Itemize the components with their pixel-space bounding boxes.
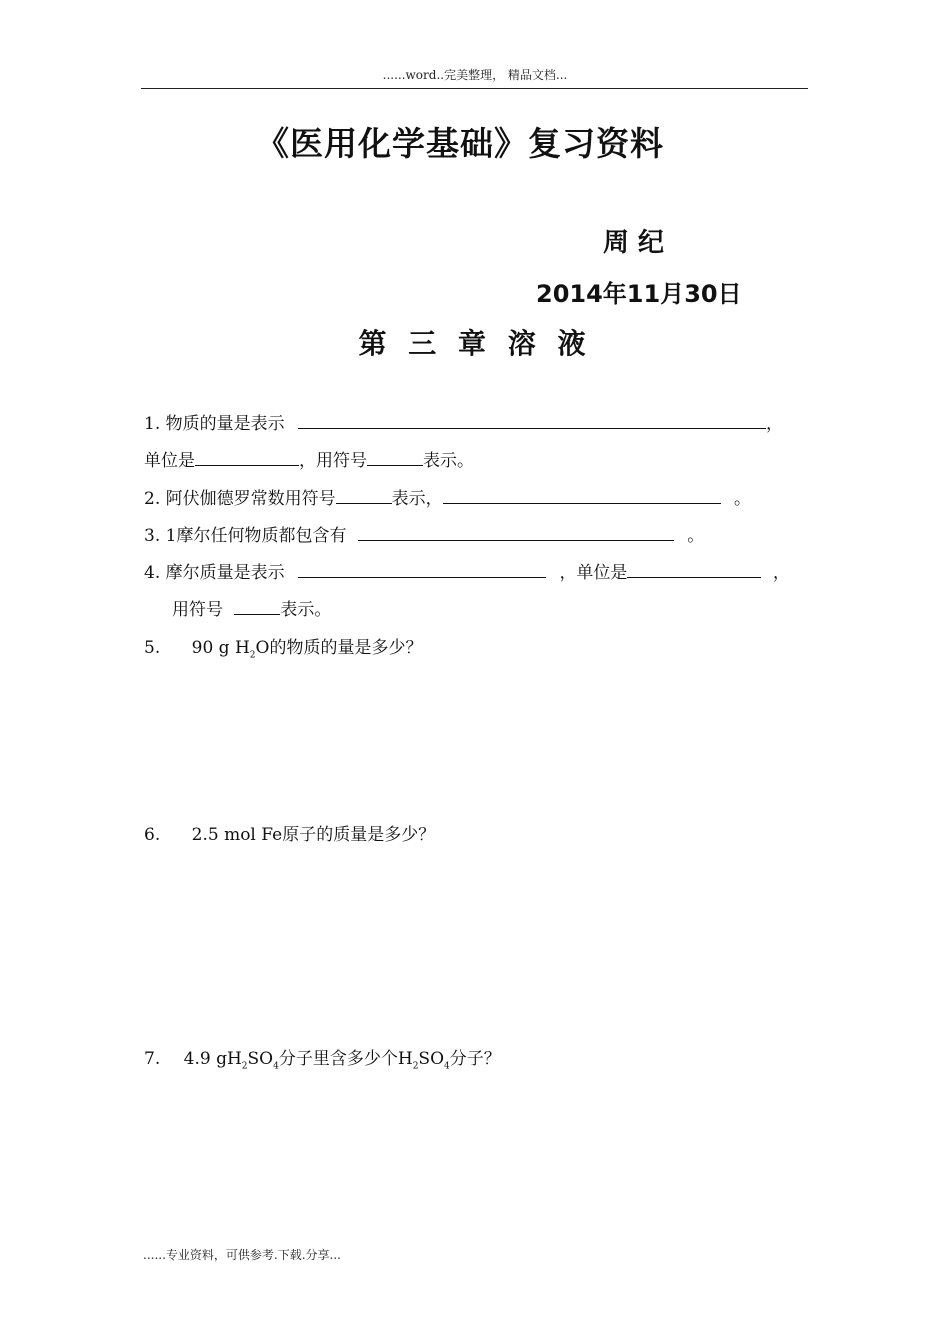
question-1-line-2	[144, 446, 474, 471]
q1-text: 1. 物质的量是表示	[144, 414, 285, 434]
q4-end: 表示。	[280, 600, 332, 620]
question-4-line-2	[172, 595, 331, 620]
chapter-heading: 第 三 章 溶 液	[358, 327, 592, 360]
q4-blank-1	[298, 559, 546, 578]
q7-pre: 4.9 gH	[183, 1049, 242, 1069]
q4-symbol-label: 用符号	[172, 600, 223, 620]
q5-sub: 2	[249, 650, 256, 661]
q1-unit-label: 单位是	[144, 451, 195, 471]
q5-number: 5.	[144, 638, 161, 658]
question-3	[144, 521, 704, 546]
q7-sub-2: 4	[273, 1061, 279, 1072]
document-title: 《医用化学基础》复习资料	[256, 124, 664, 163]
question-7	[144, 1044, 501, 1071]
date: 2014年11月30日	[536, 280, 742, 308]
q4-text: 4. 摩尔质量是表示	[144, 563, 285, 583]
q6-number: 6.	[144, 825, 161, 845]
question-1-line-1	[144, 409, 783, 434]
q3-blank	[358, 522, 674, 541]
question-4-line-1	[144, 558, 790, 583]
question-6	[144, 820, 435, 845]
q1-tail: ，	[766, 414, 784, 434]
q2-text: 2. 阿伏伽德罗常数用符号	[144, 489, 336, 509]
q7-mid: SO	[247, 1049, 274, 1069]
q2-end: 。	[734, 489, 752, 509]
q7-sub-3: 2	[412, 1061, 419, 1072]
q7-sub-1: 2	[241, 1061, 248, 1072]
q5-pre: 90 g H	[191, 638, 250, 658]
q7-mid-3: SO	[418, 1049, 445, 1069]
q1-symbol-label: ，用符号	[299, 451, 367, 471]
author: 周 纪	[603, 228, 665, 258]
q7-sub-4: 4	[444, 1061, 450, 1072]
page-header: ......word..完美整理， 精品文档...	[382, 68, 568, 82]
q7-number: 7.	[144, 1049, 161, 1069]
q7-mid-2: 分子里含多少个H	[278, 1049, 413, 1069]
q4-blank-2	[627, 559, 761, 578]
q7-post: 分子？	[449, 1049, 501, 1069]
q3-text: 3. 1摩尔任何物质都包含有	[144, 526, 347, 546]
page-footer: ......专业资料，可供参考.下载.分享...	[143, 1248, 341, 1262]
q4-tail: ，	[772, 563, 790, 583]
header-rule	[141, 88, 808, 89]
q1-end: 表示。	[423, 451, 474, 471]
q4-blank-3	[234, 596, 280, 615]
q1-blank-1	[298, 410, 766, 429]
q2-mid: 表示，	[391, 489, 443, 509]
question-2	[144, 484, 751, 509]
q5-post: O的物质的量是多少？	[255, 638, 423, 658]
q3-end: 。	[687, 526, 705, 546]
q1-blank-3	[367, 447, 423, 466]
q6-text: 2.5 mol Fe原子的质量是多少？	[191, 825, 436, 845]
question-5	[144, 633, 422, 660]
q2-blank-2	[443, 485, 721, 504]
q4-unit-label: ，单位是	[559, 563, 628, 583]
q2-blank-1	[336, 485, 392, 504]
q1-blank-2	[195, 447, 299, 466]
